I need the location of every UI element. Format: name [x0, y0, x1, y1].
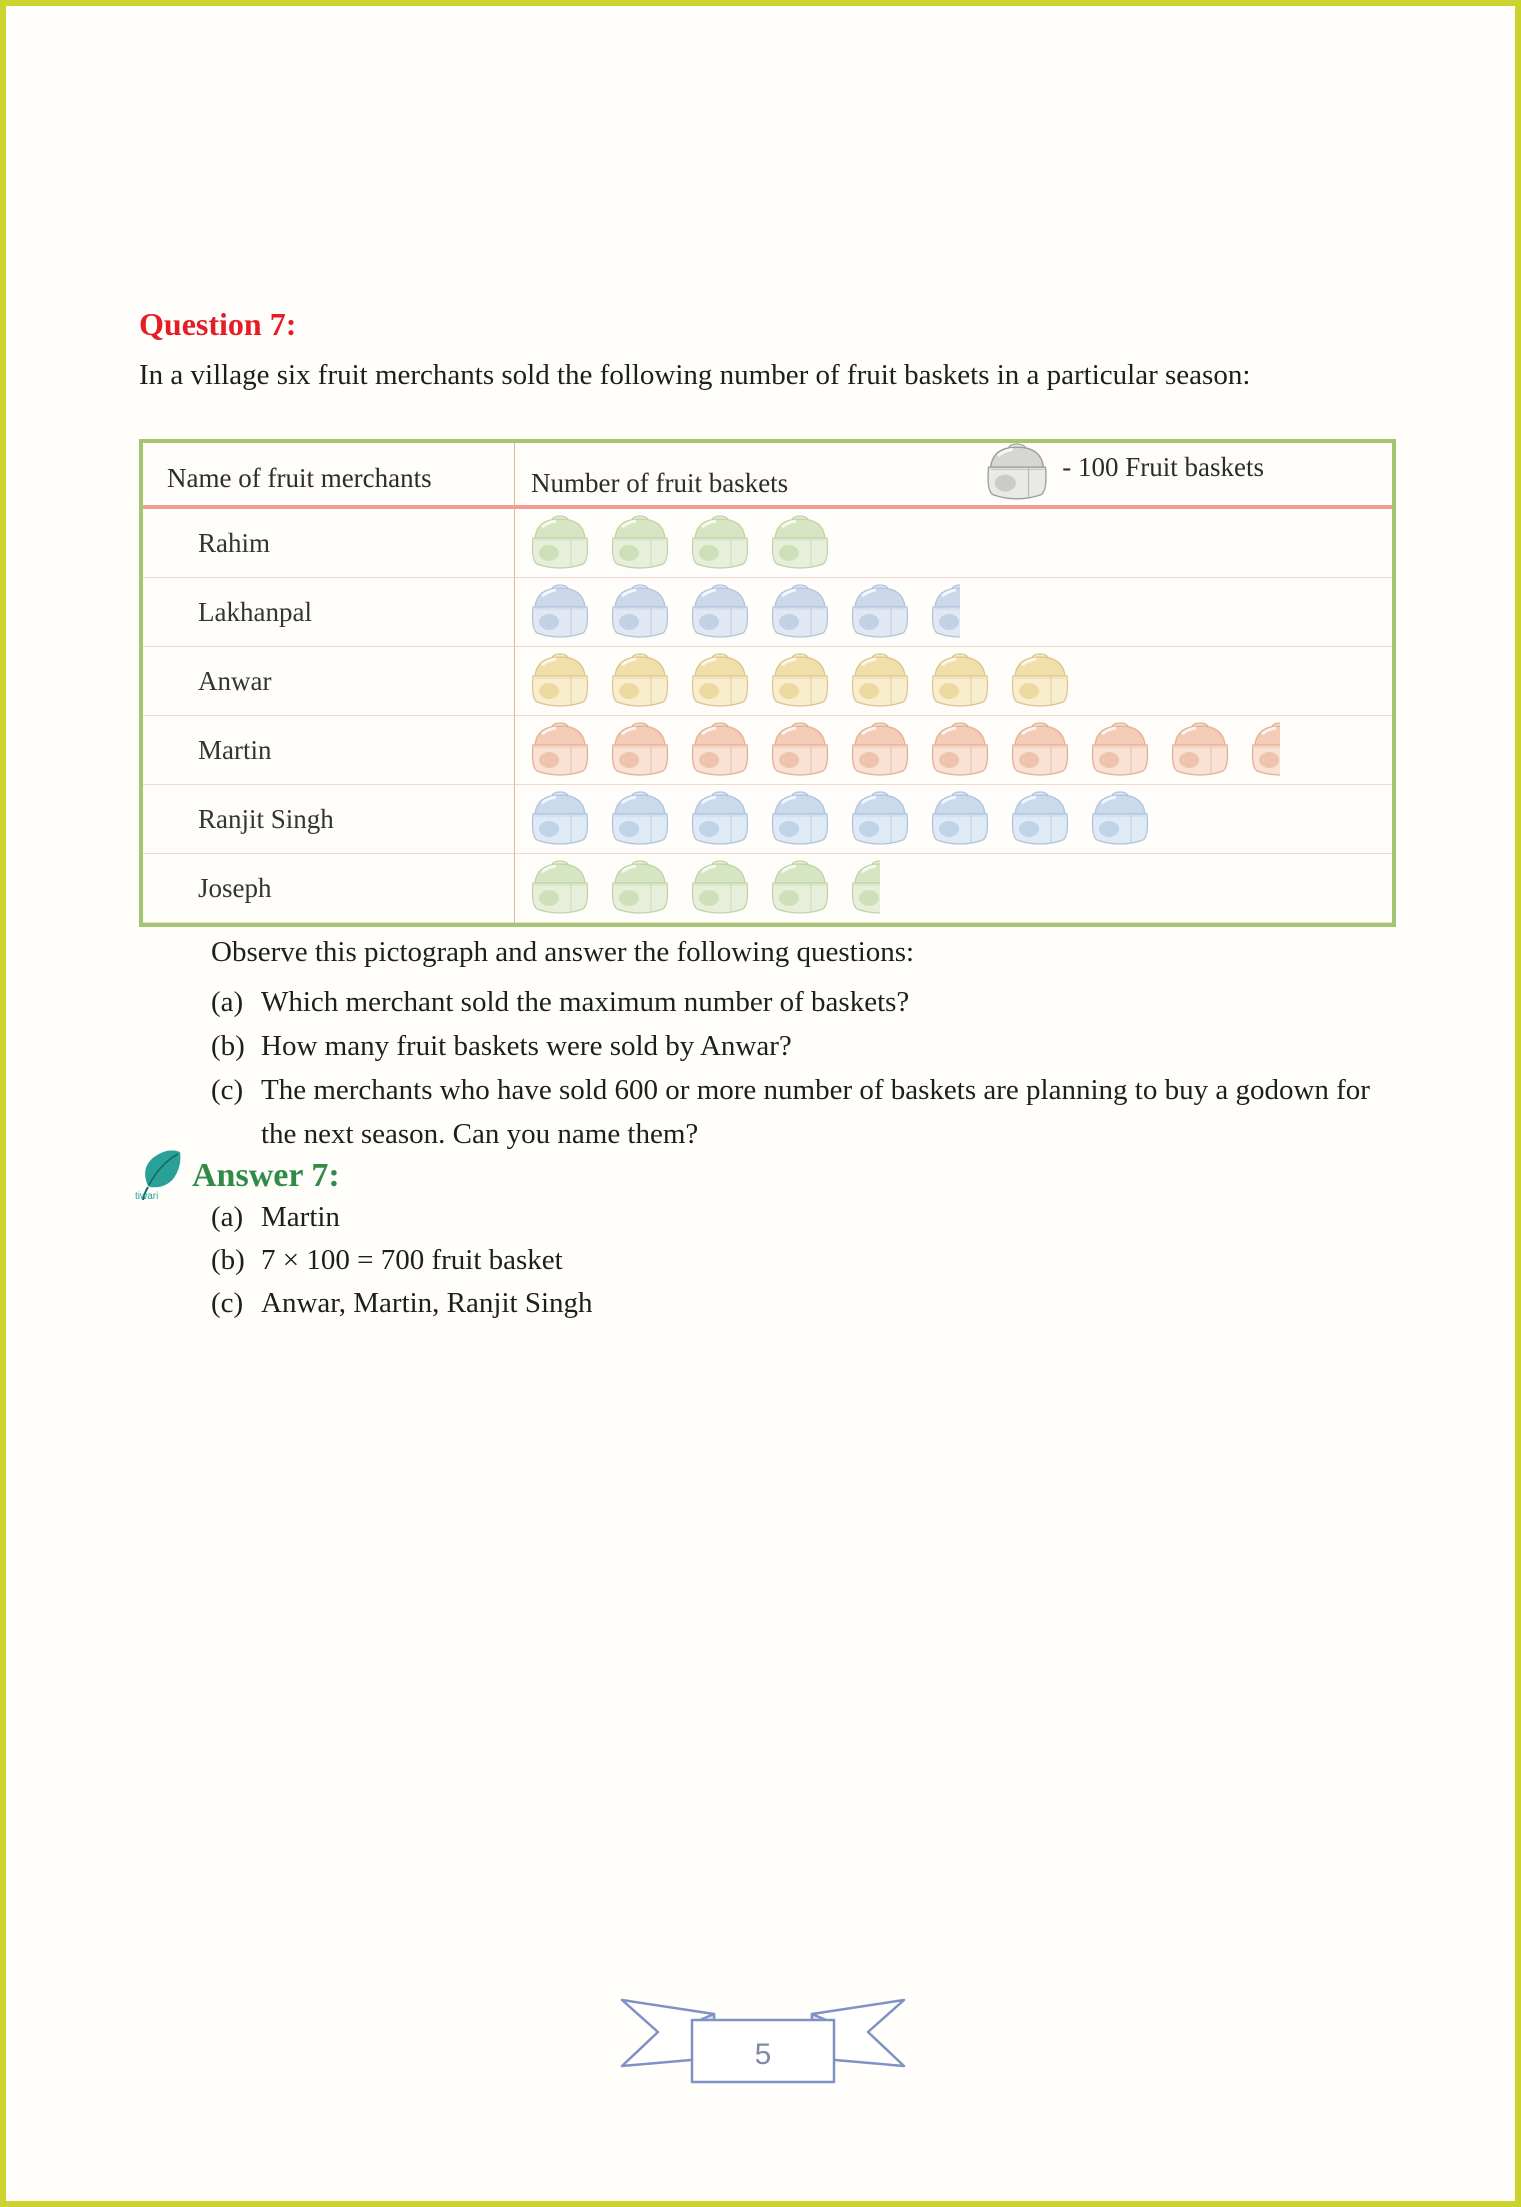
question-intro-text: In a village six fruit merchants sold the following number of fruit baskets in a particular season: — [139, 359, 1251, 391]
fruit-basket-icon — [607, 515, 673, 571]
fruit-basket-icon — [1167, 722, 1233, 778]
question-part — [211, 1024, 1391, 1068]
fruit-basket-icon — [847, 653, 913, 709]
fruit-basket-icon — [927, 653, 993, 709]
fruit-basket-icon — [1007, 791, 1073, 847]
fruit-basket-icon — [527, 515, 593, 571]
question-part-label: (c) — [211, 1074, 244, 1106]
question-part-text: The merchants who have sold 600 or more number of baskets are planning to buy a godown for the next season. Can you name them? — [261, 1074, 1370, 1150]
fruit-basket-icon — [847, 791, 913, 847]
table-header-baskets-label: Number of fruit baskets — [531, 468, 789, 498]
fruit-basket-icon — [527, 791, 593, 847]
table-header-baskets — [515, 443, 1392, 509]
fruit-basket-icon — [1087, 791, 1153, 847]
fruit-basket-icon — [607, 860, 673, 916]
fruit-basket-icon — [847, 653, 913, 709]
fruit-basket-icon — [1247, 722, 1280, 778]
fruit-basket-icon — [687, 791, 753, 847]
pictograph-table — [139, 439, 1396, 927]
fruit-basket-icon — [767, 584, 833, 640]
fruit-basket-icon — [847, 722, 913, 778]
fruit-basket-icon — [1007, 722, 1073, 778]
question-part — [211, 1068, 1391, 1156]
fruit-basket-icon — [687, 515, 753, 571]
merchant-name: Ranjit Singh — [143, 785, 515, 854]
fruit-basket-icon — [527, 860, 593, 916]
fruit-basket-icon — [1007, 653, 1073, 709]
legend-text: - 100 Fruit baskets — [1062, 451, 1264, 482]
fruit-basket-icon — [927, 791, 993, 847]
fruit-basket-icon — [767, 791, 833, 847]
answer-item-text: Martin — [261, 1201, 340, 1233]
fruit-basket-icon — [767, 584, 833, 640]
fruit-basket-icon — [1087, 722, 1153, 778]
fruit-basket-icon — [527, 653, 593, 709]
fruit-basket-icon — [607, 653, 673, 709]
fruit-basket-icon — [1007, 722, 1073, 778]
leaf-logo-icon — [134, 1148, 184, 1204]
fruit-basket-icon — [767, 653, 833, 709]
fruit-basket-icon — [982, 443, 1052, 502]
page-number: 5 — [754, 2038, 772, 2071]
fruit-basket-icon — [847, 722, 913, 778]
basket-row — [515, 854, 1392, 923]
fruit-basket-icon — [767, 653, 833, 709]
half-fruit-basket-icon — [847, 860, 880, 916]
answer-item-label: (c) — [211, 1287, 244, 1319]
fruit-basket-icon — [767, 515, 833, 571]
fruit-basket-icon — [767, 515, 833, 571]
answer-title: Answer 7: — [192, 1157, 340, 1194]
basket-row — [515, 578, 1392, 647]
fruit-basket-icon — [607, 791, 673, 847]
fruit-basket-icon — [527, 653, 593, 709]
fruit-basket-icon — [527, 722, 593, 778]
fruit-basket-icon — [687, 584, 753, 640]
fruit-basket-icon — [687, 860, 753, 916]
answer-item — [211, 1196, 1311, 1239]
fruit-basket-icon — [527, 860, 593, 916]
answer-item-label: (b) — [211, 1244, 245, 1276]
fruit-basket-icon — [607, 791, 673, 847]
fruit-basket-icon — [847, 860, 880, 916]
basket-row — [515, 716, 1392, 785]
basket-row — [515, 785, 1392, 854]
leaf-logo-text: tiwari — [135, 1191, 159, 1202]
question-part — [211, 980, 1391, 1024]
table-header-merchants: Name of fruit merchants — [143, 443, 515, 509]
fruit-basket-icon — [847, 584, 913, 640]
fruit-basket-icon — [767, 860, 833, 916]
fruit-basket-icon — [607, 860, 673, 916]
question-parts-list — [211, 980, 1391, 1156]
fruit-basket-icon — [927, 584, 960, 640]
fruit-basket-icon — [607, 584, 673, 640]
fruit-basket-icon — [607, 584, 673, 640]
fruit-basket-icon — [767, 860, 833, 916]
half-fruit-basket-icon — [1247, 722, 1280, 778]
fruit-basket-icon — [687, 722, 753, 778]
fruit-basket-icon — [687, 584, 753, 640]
basket-row — [515, 509, 1392, 578]
question-part-label: (b) — [211, 1030, 245, 1062]
fruit-basket-icon — [687, 653, 753, 709]
answer-item — [211, 1282, 1311, 1325]
basket-legend-icon — [982, 443, 1052, 502]
fruit-basket-icon — [607, 722, 673, 778]
merchant-name: Joseph — [143, 854, 515, 923]
fruit-basket-icon — [847, 584, 913, 640]
fruit-basket-icon — [927, 653, 993, 709]
merchant-name: Lakhanpal — [143, 578, 515, 647]
fruit-basket-icon — [607, 653, 673, 709]
fruit-basket-icon — [687, 860, 753, 916]
fruit-basket-icon — [687, 722, 753, 778]
question-part-text: Which merchant sold the maximum number of baskets? — [261, 986, 910, 1018]
fruit-basket-icon — [687, 515, 753, 571]
answer-item-text: 7 × 100 = 700 fruit basket — [261, 1244, 563, 1276]
page-number-ribbon — [618, 1994, 908, 2109]
fruit-basket-icon — [927, 722, 993, 778]
merchant-name: Anwar — [143, 647, 515, 716]
basket-row — [515, 647, 1392, 716]
fruit-basket-icon — [1007, 791, 1073, 847]
fruit-basket-icon — [1167, 722, 1233, 778]
fruit-basket-icon — [767, 791, 833, 847]
fruit-basket-icon — [767, 722, 833, 778]
question-heading: Question 7: — [139, 306, 297, 342]
fruit-basket-icon — [1007, 653, 1073, 709]
merchant-name: Rahim — [143, 509, 515, 578]
fruit-basket-icon — [687, 791, 753, 847]
fruit-basket-icon — [527, 791, 593, 847]
answer-item-label: (a) — [211, 1201, 244, 1233]
fruit-basket-icon — [527, 584, 593, 640]
fruit-basket-icon — [607, 722, 673, 778]
fruit-basket-icon — [927, 791, 993, 847]
observe-instruction: Observe this pictograph and answer the following questions: — [211, 936, 915, 968]
answer-item — [211, 1239, 1311, 1282]
merchant-name: Martin — [143, 716, 515, 785]
fruit-basket-icon — [927, 722, 993, 778]
answer-items-list — [211, 1196, 1311, 1325]
fruit-basket-icon — [1087, 791, 1153, 847]
half-fruit-basket-icon — [927, 584, 960, 640]
fruit-basket-icon — [527, 722, 593, 778]
fruit-basket-icon — [607, 515, 673, 571]
fruit-basket-icon — [687, 653, 753, 709]
question-part-label: (a) — [211, 986, 244, 1018]
fruit-basket-icon — [527, 515, 593, 571]
fruit-basket-icon — [1087, 722, 1153, 778]
question-part-text: How many fruit baskets were sold by Anwar? — [261, 1030, 792, 1062]
fruit-basket-icon — [767, 722, 833, 778]
fruit-basket-icon — [527, 584, 593, 640]
answer-item-text: Anwar, Martin, Ranjit Singh — [261, 1287, 593, 1319]
fruit-basket-icon — [847, 791, 913, 847]
